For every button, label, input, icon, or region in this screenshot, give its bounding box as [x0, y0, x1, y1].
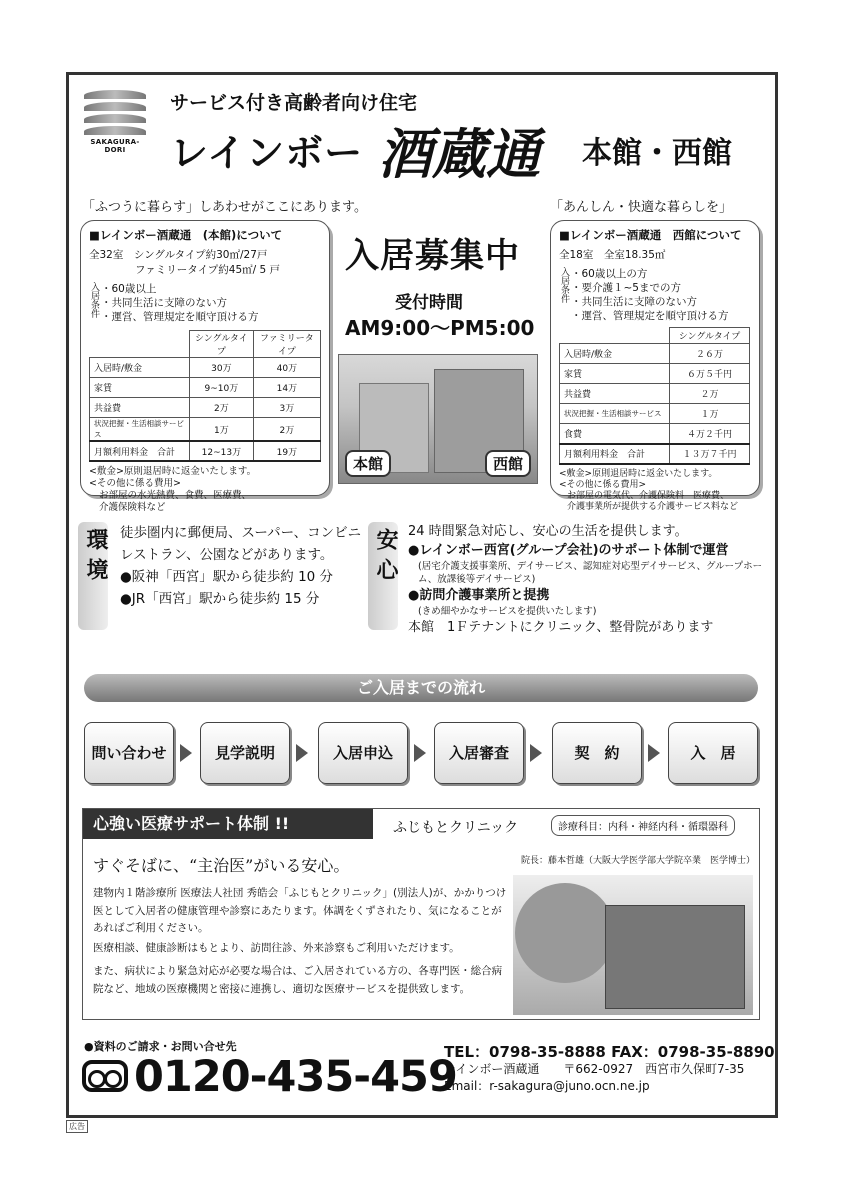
cond-item: ・要介護１~5までの方 — [571, 282, 681, 294]
arrow-right-icon — [296, 744, 308, 762]
anshin-line: ●訪問介護事業所と提携 — [408, 588, 550, 603]
director-caption: 院長：藤本哲雄（大阪大学医学部大学院卒業 医学博士） — [521, 856, 756, 866]
nishikan-line1: 全18室 全室18.35㎡ — [559, 249, 666, 261]
clinic-name: ふじもとクリニック — [393, 820, 519, 836]
arrow-right-icon — [414, 744, 426, 762]
note: <その他に係る費用> — [89, 478, 181, 489]
nishikan-fee-table — [559, 327, 750, 465]
flow-step: 契 約 — [552, 722, 642, 784]
cell: 30万 — [190, 358, 254, 378]
cell: ２６万 — [670, 344, 750, 364]
col-head: ファミリータイプ — [253, 331, 320, 358]
medical-text — [93, 885, 509, 998]
cell: 2万 — [253, 418, 320, 442]
free-dial-number[interactable]: 0120-435-459 — [134, 1052, 457, 1102]
cond-item: ・60歳以上 — [101, 283, 157, 295]
kankyo-line: レストラン、公園などがあります。 — [120, 547, 334, 563]
tel-fax[interactable]: TEL：0798-35-8888 FAX：0798-35-8890 — [444, 1043, 775, 1061]
note: 介護保険料など — [99, 502, 166, 513]
kankyo-line: 徒歩圏内に郵便局、スーパー、コンビニ — [120, 525, 362, 541]
anshin-line: 24 時間緊急対応し、安心の生活を提供します。 — [408, 524, 688, 539]
cell: １３万７千円 — [670, 444, 750, 464]
cond-item: ・運営、管理規定を順守頂ける方 — [101, 311, 259, 323]
cell: 14万 — [253, 378, 320, 398]
brush-title: 酒蔵通 — [378, 122, 540, 186]
director-photo — [515, 883, 615, 983]
anshin-line: (居宅介護支援事業所、デイサービス、認知症対応型デイサービス、グループホーム、放課後等デイサービス) — [418, 561, 763, 585]
honkan-card — [80, 220, 330, 513]
col-head: シングルタイプ — [670, 328, 750, 344]
medical-lead: すぐそばに、“主治医”がいる安心。 — [93, 856, 350, 875]
medical-section — [82, 808, 760, 1020]
email[interactable]: Email：r-sakagura@juno.ocn.ne.jp — [444, 1079, 650, 1093]
cond-item: ・共同生活に支障のない方 — [571, 296, 697, 308]
anshin-label: 安心 — [373, 528, 398, 588]
col-head: シングルタイプ — [190, 331, 254, 358]
logo — [84, 90, 146, 154]
note: お部屋の電気代、介護保険料 医療費、 — [567, 490, 730, 501]
flow-step: 入居申込 — [318, 722, 408, 784]
kankyo-label-box — [78, 522, 108, 630]
row-name: 食費 — [560, 424, 670, 444]
arrow-right-icon — [648, 744, 660, 762]
ad-tag: 広告 — [66, 1120, 88, 1133]
nishikan-head: ■レインボー酒蔵通 西館について — [559, 228, 742, 242]
anshin-line: (きめ細やかなサービスを提供いたします) — [418, 606, 597, 617]
kankyo-label: 環境 — [83, 528, 108, 588]
contact-block — [444, 1044, 775, 1095]
row-name: 家賃 — [90, 378, 190, 398]
honkan-line2: ファミリータイプ約45㎡/ 5 戸 — [135, 264, 281, 276]
cell: 40万 — [253, 358, 320, 378]
row-name: 家賃 — [560, 364, 670, 384]
kankyo-line: ●阪神「西宮」駅から徒歩約 10 分 — [120, 569, 334, 585]
row-name: 月額利用料金 合計 — [90, 441, 190, 461]
cond-label: 入居条件 — [559, 267, 569, 303]
anshin-label-box — [368, 522, 398, 630]
medical-paragraph: また、病状により緊急対応が必要な場合は、ご入居されている方の、各専門医・総合病院など、地域の医療機関と密接に連携し、適切な医療サービスを提供致します。 — [93, 965, 503, 995]
clinic-departments: 診療科目：内科・神経内科・循環器科 — [551, 815, 735, 836]
honkan-head: ■レインボー酒蔵通 (本館)について — [89, 228, 283, 242]
cond-item: ・共同生活に支障のない方 — [101, 297, 227, 309]
flow-title: ご入居までの流れ — [84, 674, 758, 702]
tagline-right: 「あんしん・快適な暮らしを」 — [550, 200, 733, 215]
cond-item: ・60歳以上の方 — [571, 268, 648, 280]
kankyo-text — [120, 522, 361, 610]
photo-tag-honkan: 本館 — [345, 450, 391, 477]
medical-paragraph: 建物内１階診療所 医療法人社団 秀皓会「ふじもとクリニック」(別法人)が、かかりつけ医として入居者の健康管理や診察にあたります。体調をくずされたり、気になることがあればご利用ください。 — [93, 887, 507, 934]
cell: １万 — [670, 404, 750, 424]
reception-label: 受付時間 — [395, 293, 463, 313]
free-dial-icon — [82, 1060, 128, 1092]
cell: 1万 — [190, 418, 254, 442]
clinic-building-photo — [605, 905, 745, 1009]
cond-item: ・運営、管理規定を順守頂ける方 — [571, 310, 729, 322]
honkan-line1: 全32室 シングルタイプ約30㎡/27戸 — [89, 249, 268, 261]
cell: 19万 — [253, 441, 320, 461]
row-name: 共益費 — [560, 384, 670, 404]
boshu-heading: 入居募集中 — [345, 236, 520, 276]
logo-text: SAKAGURA-DORI — [90, 138, 140, 154]
flow-step: 問い合わせ — [84, 722, 174, 784]
row-name: 入居時/敷金 — [90, 358, 190, 378]
building-photo — [338, 354, 538, 484]
row-name: 入居時/敷金 — [560, 344, 670, 364]
medical-heading: 心強い医療サポート体制 !! — [83, 809, 373, 839]
anshin-line: ●レインボー西宮(グループ会社)のサポート体制で運営 — [408, 543, 729, 558]
cell: 9~10万 — [190, 378, 254, 398]
anshin-text — [408, 522, 770, 637]
note: <敷金>原則退居時に返金いたします。 — [89, 466, 257, 477]
row-name: 状況把握・生活相談サービス — [90, 418, 190, 442]
supertitle: サービス付き高齢者向け住宅 — [170, 92, 418, 114]
cell: ６万５千円 — [670, 364, 750, 384]
medical-paragraph: 医療相談、健康診断はもとより、訪問往診、外来診察もご利用いただけます。 — [93, 941, 460, 954]
cell: ２万 — [670, 384, 750, 404]
cell: 12~13万 — [190, 441, 254, 461]
flow-step: 見学説明 — [200, 722, 290, 784]
photo-tag-nishikan: 西館 — [485, 450, 531, 477]
flow-step: 入 居 — [668, 722, 758, 784]
row-name: 状況把握・生活相談サービス — [560, 404, 670, 424]
nishikan-card — [550, 220, 760, 512]
arrow-right-icon — [530, 744, 542, 762]
arrow-right-icon — [180, 744, 192, 762]
main-title: レインボー — [170, 131, 364, 175]
note: 介護事業所が提供する介護サービス料など — [567, 501, 739, 512]
name-address: レインボー酒蔵通 〒662-0927 西宮市久保町7-35 — [444, 1062, 745, 1076]
row-name: 月額利用料金 合計 — [560, 444, 670, 464]
cell: 2万 — [190, 398, 254, 418]
kankyo-line: ●JR「西宮」駅から徒歩約 15 分 — [120, 591, 320, 607]
flow-step: 入居審査 — [434, 722, 524, 784]
cell: ４万２千円 — [670, 424, 750, 444]
sub-title: 本館・西館 — [582, 136, 732, 171]
tagline-left: 「ふつうに暮らす」しあわせがここにあります。 — [82, 200, 367, 215]
reception-hours: AM9:00～PM5:00 — [345, 316, 535, 340]
honkan-fee-table — [89, 330, 321, 462]
note: <敷金>原則退居時に返金いたします。 — [559, 468, 718, 479]
cell: 3万 — [253, 398, 320, 418]
row-name: 共益費 — [90, 398, 190, 418]
clinic-photo — [513, 875, 753, 1015]
note: お部屋の水光熱費、食費、医療費、 — [99, 490, 252, 501]
note: <その他に係る費用> — [559, 479, 647, 490]
cond-label: 入居条件 — [89, 282, 99, 318]
anshin-line: 本館 1Ｆテナントにクリニック、整骨院があります — [408, 620, 714, 635]
inquiry-label: ●資料のご請求・お問い合せ先 — [84, 1040, 237, 1053]
